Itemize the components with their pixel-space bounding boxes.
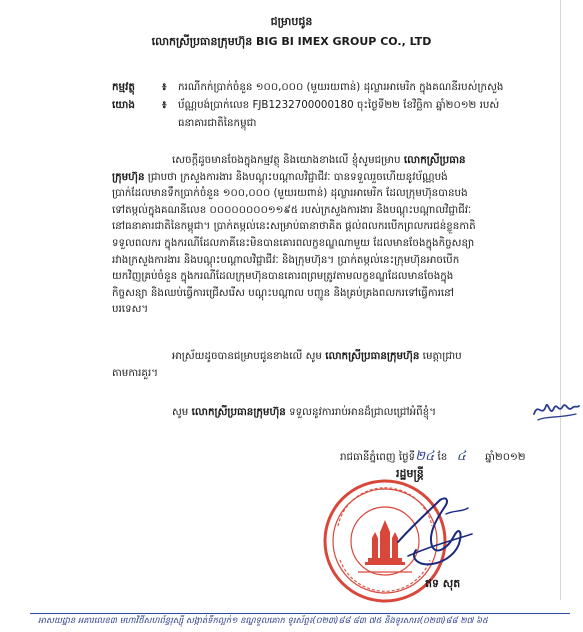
- reference-text-line1: ប័ណ្ណបង់ប្រាក់លេខ FJB1232700000180 ចុះថ្ងៃទី២២ ខែវិច្ឆិកា ឆ្នាំ២០១២ របស់: [178, 99, 500, 111]
- initials-scribble: [532, 396, 580, 424]
- body-line-4: ទៅតម្កល់ក្នុងគណនីលេខ ០០០០០០០០១១៩៥ របស់ក្រសួងការងារ និងបណ្តុះបណ្តាលវិជ្ជាជីវៈ: [112, 203, 472, 216]
- subject-colon: ៖: [162, 81, 167, 93]
- closing-respect-line: សូម លោកស្រីប្រធានក្រុមហ៊ុន ទទួលនូវការរាប់អានដ៏ជ្រាលជ្រៅអំពីខ្ញុំ។: [172, 406, 436, 418]
- body-line-6: ទទួលពលករ ក្នុងករណីដែលភាគីនេះមិនបានគោរពលក្ខខណ្ឌណាមួយ ដែលមានចែងក្នុងកិច្ចសន្យា: [112, 236, 475, 249]
- signatory-name: ឥទ សុត: [425, 577, 461, 590]
- handwritten-day: ២៤: [415, 449, 435, 464]
- body-line-3: ប្រាក់ដែលមានទឹកប្រាក់ចំនួន ១០០,០០០ (មួយរយពាន់) ដុល្លារអាមេរិក ដែលក្រុមហ៊ុនបានបង: [112, 187, 468, 200]
- handwritten-month: ៤: [456, 449, 466, 464]
- footer-divider: [30, 613, 570, 614]
- body-line-7: រវាងក្រសួងការងារ និងបណ្តុះបណ្តាលវិជ្ជាជីវៈ និងក្រុមហ៊ុន។ ប្រាក់តម្កល់នេះក្រុមហ៊ុនអាចបើក: [112, 253, 460, 266]
- page-edge-shadow: [560, 0, 561, 600]
- footer-address: អាសយដ្ឋាន អគារលេខ៣ មហាវិថីសហព័ន្ធរុស្ស៊ី សង្កាត់ទឹកល្អក់១ ខណ្ឌទួលគោក ទូរស័ព្ទ៖(០២៣)៨៨ ៨៣ ៧៥ និងទូរសារ៖(០២៣)៨៨ ២៧ ៦៥: [38, 615, 488, 625]
- subject-label: កម្មវត្ថុ: [112, 81, 135, 93]
- body-paragraph: [112, 152, 476, 318]
- handwritten-signature: [388, 490, 476, 574]
- signatory-title: រដ្ឋមន្ត្រី: [396, 467, 424, 480]
- body-line-8: យកវិញគ្រប់ចំនួន ក្នុងករណីដែលក្រុមហ៊ុនបានគោរពព្រមត្រូវតាមលក្ខខណ្ឌដែលមានចែងក្នុង: [112, 270, 454, 283]
- body-line-5: នៅធនាគារជាតិនៃកម្ពុជា។ ប្រាក់តម្កល់នេះសម្រាប់ធានាថាគិត ផ្តល់ពលករបើកព្រលករជន់ខ្លួនកាតិ: [112, 220, 476, 233]
- body-line-9: កិច្ចសន្យា និងឈប់ធ្វើការជ្រើសរើស បណ្តុះបណ្តាល បញ្ជូន និងគ្រប់គ្រងពលករទៅធ្វើការនៅ: [112, 286, 454, 299]
- greeting: ជម្រាបជូន: [270, 15, 313, 28]
- date-line: រាជធានីភ្នំពេញ ថ្ងៃទី២៤ ខែ ៤ ឆ្នាំ២០១២: [340, 449, 526, 464]
- closing-line-2: តាមការគួរ។: [112, 367, 159, 379]
- addressee-line: លោកស្រីប្រធានក្រុមហ៊ុន BIG BI IMEX GROUP CO., LTD: [151, 35, 432, 48]
- closing-line-1: អាស្រ័យដូចបានជម្រាបជូនខាងលើ សូម លោកស្រីប្រធានក្រុមហ៊ុន មេត្តាជ្រាប: [172, 350, 462, 362]
- subject-text: ករណីកក់ប្រាក់ចំនួន ១០០,០០០ (មួយរយពាន់) ដុល្លារអាមេរិក ក្នុងគណនីរបស់ក្រសួង: [178, 81, 504, 93]
- addressee-inline: លោកស្រីប្រធាន: [403, 154, 466, 166]
- body-line-2: ក្រុមហ៊ុន ជ្រាបថា ក្រសួងការងារ និងបណ្តុះបណ្តាលវិជ្ជាជីវៈ បានទទួលរួចហើយនូវប័ណ្ណបង់: [112, 170, 448, 183]
- reference-colon: ៖: [162, 99, 167, 111]
- body-line-10: បរទេស។: [112, 303, 149, 316]
- body-line-1: សេចក្តីដូចមានចែងក្នុងកម្មវត្ថុ និងយោងខាងលើ ខ្ញុំសូមជម្រាប លោកស្រីប្រធាន: [172, 154, 466, 166]
- reference-label: យោង: [112, 99, 135, 111]
- reference-text-line2: ធនាគារជាតិនៃកម្ពុជា: [178, 117, 257, 129]
